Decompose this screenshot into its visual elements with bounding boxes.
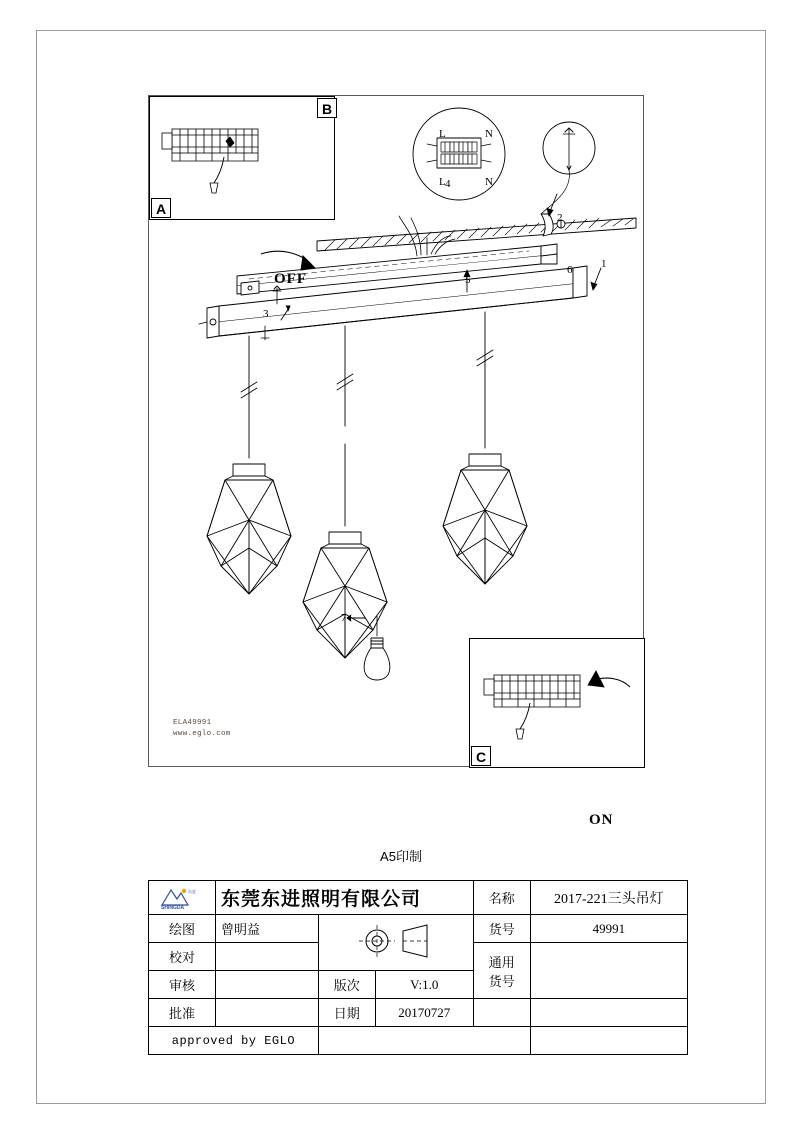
product-name-value: 2017-221三头吊灯	[530, 881, 687, 915]
callout-6: 6	[567, 264, 573, 276]
projection-symbol	[318, 915, 473, 971]
lamp-shade-left	[207, 464, 291, 594]
switch-off-label: OFF	[274, 271, 307, 287]
technical-drawing	[148, 95, 644, 828]
callout-7: 7	[341, 612, 347, 624]
shingda-logo-icon	[158, 886, 206, 910]
screw-detail-circle	[541, 122, 595, 214]
spacer-cell-2	[530, 999, 687, 1027]
version-key: 版次	[318, 971, 375, 999]
switch-off-diagram	[150, 97, 336, 221]
terminal-label-n-bottom: N	[485, 176, 493, 188]
table-row	[149, 1027, 688, 1055]
label-c: C	[471, 746, 491, 766]
approved-by-eglo: approved by EGLO	[149, 1027, 319, 1055]
approved-key: 批准	[149, 999, 216, 1027]
general-key-line-2: 货号	[488, 973, 515, 989]
eglo-article-code	[173, 718, 231, 740]
table-row	[149, 999, 688, 1027]
terminal-label-n-top: N	[485, 128, 493, 140]
spacer-cell-3	[318, 1027, 530, 1055]
date-value: 20170727	[375, 999, 473, 1027]
svg-text:东进: 东进	[188, 888, 196, 894]
company-name: 东莞东进照明有限公司	[216, 881, 474, 915]
item-no-value: 49991	[530, 915, 687, 943]
approved-value	[216, 999, 319, 1027]
general-key	[473, 943, 530, 999]
checked-key: 校对	[149, 943, 216, 971]
callout-4: 4	[445, 178, 451, 190]
date-key: 日期	[318, 999, 375, 1027]
lamp-shade-right	[443, 454, 527, 584]
name-key: 名称	[473, 881, 530, 915]
callout-1: 1	[601, 258, 607, 270]
ceiling-hatching	[317, 218, 636, 251]
switch-on-diagram	[470, 639, 646, 769]
spacer-cell-1	[473, 999, 530, 1027]
switch-on-label: ON	[589, 812, 614, 828]
first-angle-projection-icon	[341, 921, 451, 961]
terminal-label-l-bottom: L	[439, 176, 446, 188]
general-key-line-1: 通用	[488, 954, 515, 970]
company-logo-cell	[149, 881, 216, 915]
version-value: V:1.0	[375, 971, 473, 999]
label-b: B	[317, 98, 337, 118]
callout-3: 3	[263, 308, 269, 320]
checked-value	[216, 943, 319, 971]
table-row	[149, 881, 688, 915]
reviewed-key: 审核	[149, 971, 216, 999]
svg-text:SHINGDA: SHINGDA	[161, 904, 185, 910]
print-note: A5印制	[380, 849, 422, 864]
panel-c-switch-on	[469, 638, 645, 768]
general-value	[530, 943, 687, 999]
eglo-code-line-1: ELA49991	[173, 719, 212, 727]
eglo-code-line-2: www.eglo.com	[173, 730, 231, 738]
table-row	[149, 915, 688, 943]
item-no-key: 货号	[473, 915, 530, 943]
panel-a-switch-off	[149, 96, 335, 220]
reviewed-value	[216, 971, 319, 999]
drawn-by-value: 曾明益	[216, 915, 319, 943]
callout-5: 5	[465, 274, 471, 286]
title-block	[148, 880, 688, 1055]
callout-2: 2	[557, 212, 563, 224]
spacer-cell-4	[530, 1027, 687, 1055]
drawn-by-key: 绘图	[149, 915, 216, 943]
label-a: A	[151, 198, 171, 218]
terminal-label-l-top: L	[439, 128, 446, 140]
